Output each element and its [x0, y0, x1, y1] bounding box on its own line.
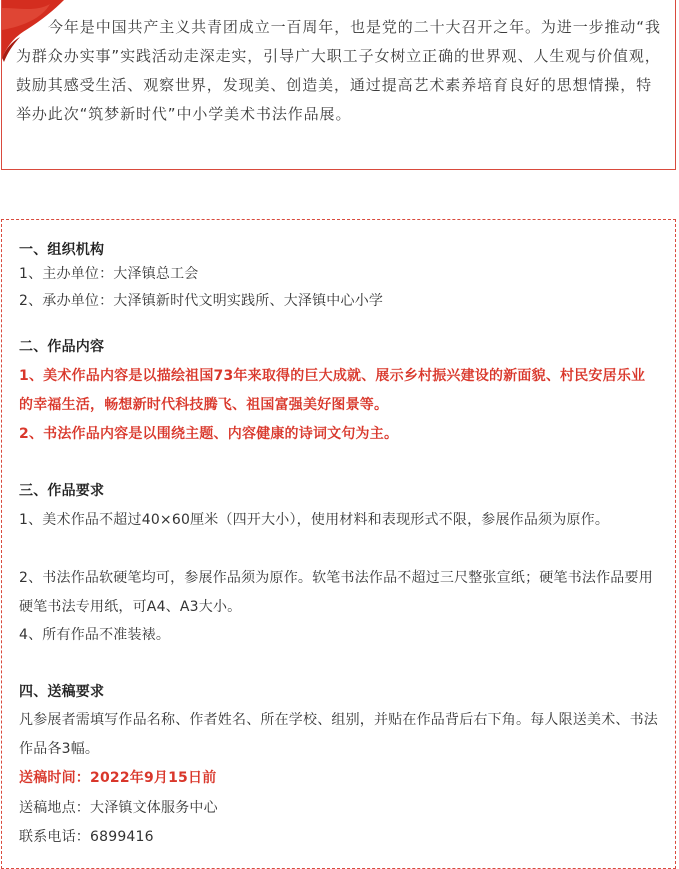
content-art: 1、美术作品内容是以描绘祖国73年来取得的巨大成就、展示乡村振兴建设的新面貌、村民安居乐业的幸福生活，畅想新时代科技腾飞、祖国富强美好图景等。 [19, 368, 646, 413]
org-organizer: 2、承办单位：大泽镇新时代文明实践所、大泽镇中心小学 [19, 293, 384, 309]
submission-location: 送稿地点：大泽镇文体服务中心 [19, 800, 218, 816]
section-org-title: 一、组织机构 [19, 242, 105, 258]
org-host: 1、主办单位：大泽镇总工会 [19, 266, 199, 282]
requirement-1: 1、美术作品不超过40×60厘米（四开大小），使用材料和表现形式不限，参展作品须为原作。 [19, 512, 610, 528]
intro-paragraph: 今年是中国共产主义共青团成立一百周年，也是党的二十大召开之年。为进一步推动“我为群众办实事”实践活动走深走实，引导广大职工子女树立正确的世界观、人生观与价值观，鼓励其感受生活、观察世界，发现美、创造美，通过提高艺术素养培育良好的思想情操，特举办此次“筑梦新时代”中小学美术书法作品展。 [16, 18, 661, 123]
section-submission-title: 四、送稿要求 [19, 684, 105, 700]
submission-phone: 联系电话：6899416 [19, 829, 154, 845]
submission-deadline: 送稿时间：2022年9月15日前 [19, 770, 217, 786]
requirement-2: 2、书法作品软硬笔均可，参展作品须为原作。软笔书法作品不超过三尺整张宣纸；硬笔书法作品要用硬笔书法专用纸，可A4、A3大小。 [19, 570, 653, 615]
intro-box [1, 0, 676, 170]
section-content-title: 二、作品内容 [19, 339, 105, 355]
content-calligraphy: 2、书法作品内容是以围绕主题、内容健康的诗词文句为主。 [19, 426, 399, 442]
section-requirements-title: 三、作品要求 [19, 483, 105, 499]
requirement-4: 4、所有作品不准装裱。 [19, 627, 171, 643]
submission-desc: 凡参展者需填写作品名称、作者姓名、所在学校、组别，并贴在作品背后右下角。每人限送美术、书法作品各3幅。 [19, 712, 658, 757]
